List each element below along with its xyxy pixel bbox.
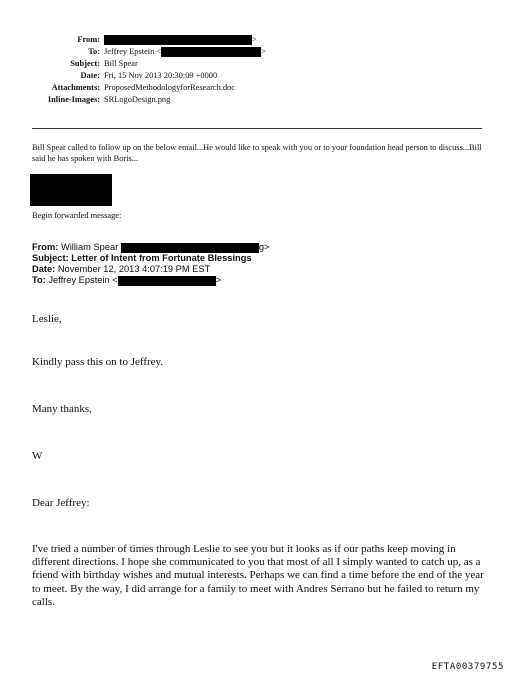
- body-paragraph-3: I've tried a number of times through Leslie to see you but it looks as if our paths keep moving in different directions. I hope she communicated to you that most of all I simply wanted to catch up, as a friend with birthday wishes and mutual interests. Perhaps we can find a time before the end of the year to meet. By the way, I did arrange for a family to meet with Andres Serrano but he failed to return my calls.: [32, 543, 484, 608]
- subject-value: Bill Spear: [104, 59, 138, 68]
- begin-forwarded-label: Begin forwarded message:: [32, 211, 122, 220]
- header-divider: [32, 128, 482, 129]
- forwarded-to-value: Jeffrey Epstein <: [48, 275, 118, 285]
- redaction-bar: [104, 35, 252, 45]
- inline-images-value: SRLogoDesign.png: [104, 95, 171, 104]
- forwarded-from-value: William Spear: [60, 242, 119, 252]
- from-value: >: [104, 34, 257, 45]
- to-value: Jeffrey Epstein < >: [104, 47, 266, 56]
- inline-images-label: Inline-Images:: [47, 95, 100, 104]
- document-id: EFTA00379755: [431, 662, 504, 672]
- forwarded-to-row: To: Jeffrey Epstein < >: [32, 275, 222, 285]
- salutation: Dear Jeffrey:: [32, 497, 90, 509]
- to-label: To:: [88, 47, 100, 56]
- date-value: Fri, 15 Nov 2013 20:30:09 +0000: [104, 71, 218, 80]
- redaction-bar: [161, 47, 261, 57]
- forwarded-subject-label: Subject:: [32, 253, 69, 263]
- body-paragraph-1: Kindly pass this on to Jeffrey.: [32, 356, 164, 368]
- date-label: Date:: [80, 71, 100, 80]
- body-paragraph-2: Many thanks,: [32, 403, 92, 415]
- redaction-block: [30, 174, 112, 206]
- greeting: Leslie,: [32, 313, 62, 325]
- forwarded-subject-value: Letter of Intent from Fortunate Blessings: [71, 253, 252, 263]
- forwarded-date-row: [32, 264, 210, 275]
- forwarded-subject-row: [32, 253, 252, 264]
- redaction-bar: [121, 243, 259, 253]
- forwarded-date-label: Date:: [32, 264, 56, 274]
- attachments-label: Attachments:: [51, 83, 100, 92]
- redaction-bar: [118, 276, 216, 286]
- signature: W: [32, 450, 43, 462]
- subject-label: Subject:: [70, 59, 100, 68]
- forwarded-date-value: November 12, 2013 4:07:19 PM EST: [57, 264, 211, 274]
- forwarded-from-row: From: William Spear g>: [32, 242, 270, 252]
- forwarded-from-label: From:: [32, 242, 59, 252]
- from-label: From:: [77, 35, 100, 44]
- intro-text: Bill Spear called to follow up on the below email...He would like to speak with you or to your foundation head person to discuss...Bill said he has spoken with Boris...: [32, 143, 482, 163]
- forwarded-to-label: To:: [32, 275, 46, 285]
- attachments-value: ProposedMethodologyforResearch.doc: [104, 83, 235, 92]
